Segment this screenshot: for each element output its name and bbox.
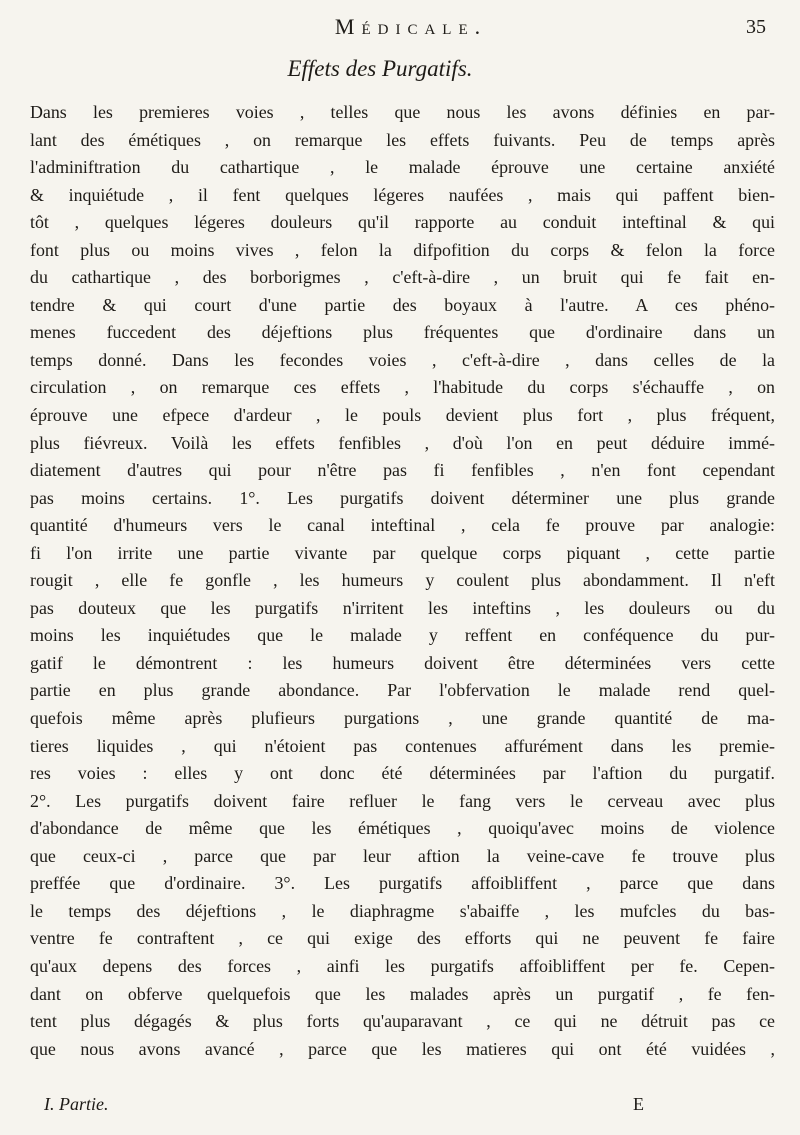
text-line: le temps des déjeftions , le diaphragme s'abaiffe , les mufcles du bas- (30, 900, 775, 921)
text-line: éprouve une efpece d'ardeur , le pouls devient plus fort , plus fréquent, (30, 405, 775, 426)
text-line: ventre fe contraftent , ce qui exige des efforts qui ne peuvent fe faire (30, 928, 775, 949)
text-line: res voies : elles y ont donc été déterminées par l'aftion du purgatif. (30, 763, 775, 784)
text-line: quefois même après plufieurs purgations , une grande quantité de ma- (30, 708, 775, 729)
text-line: partie en plus grande abondance. Par l'obfervation le malade rend quel- (30, 680, 775, 701)
text-line: 2°. Les purgatifs doivent faire refluer le fang vers le cerveau avec plus (30, 790, 775, 811)
text-line: rougit , elle fe gonfle , les humeurs y coulent plus abondamment. Il n'eft (30, 570, 775, 591)
section-title: Effets des Purgatifs. (287, 56, 473, 81)
text-line: tieres liquides , qui n'étoient pas contenues affurément dans les premie- (30, 735, 775, 756)
text-line: & inquiétude , il fent quelques légeres naufées , mais qui paffent bien- (30, 184, 775, 205)
text-line: tôt , quelques légeres douleurs qu'il rapporte au conduit inteftinal & qui (30, 212, 775, 233)
text-line: fi l'on irrite une partie vivante par quelque corps piquant , cette partie (30, 542, 775, 563)
text-line: tendre & qui court d'une partie des boyaux à l'autre. A ces phéno- (30, 294, 775, 315)
text-line: lant des émétiques , on remarque les effets fuivants. Peu de temps après (30, 129, 775, 150)
text-line: qu'aux depens des forces , ainfi les purgatifs affoibliffent per fe. Cepen- (30, 955, 775, 976)
text-line: gatif le démontrent : les humeurs doivent être déterminées vers cette (30, 652, 775, 673)
text-line: diatement d'autres qui pour n'être pas fi fenfibles , n'en font cependant (30, 460, 775, 481)
page-number: 35 (746, 16, 766, 38)
text-line: plus fiévreux. Voilà les effets fenfibles , d'où l'on en peut déduire immé- (30, 432, 775, 453)
text-line: pas moins certains. 1°. Les purgatifs doivent déterminer une plus grande (30, 487, 775, 508)
text-line: preffée que d'ordinaire. 3°. Les purgatifs affoibliffent , parce que dans (30, 873, 775, 894)
text-line: Dans les premieres voies , telles que nous les avons définies en par- (30, 102, 775, 122)
text-line: dant on obferve quelquefois que les malades après un purgatif , fe fen- (30, 983, 775, 1004)
running-title: Médicale. (334, 14, 488, 39)
text-line: tent plus dégagés & plus forts qu'auparavant , ce qui ne détruit pas ce (30, 1011, 775, 1032)
text-line: l'adminiftration du cathartique , le malade éprouve une certaine anxiété (30, 157, 775, 178)
page-footer (44, 1094, 760, 1124)
text-line: que nous avons avancé , parce que les matieres qui ont été vuidées , (30, 1038, 775, 1059)
text-line: temps donné. Dans les fecondes voies , c'eft-à-dire , dans celles de la (30, 349, 775, 370)
text-line: font plus ou moins vives , felon la difpofition du corps & felon la force (30, 239, 775, 260)
text-line: d'abondance de même que les émétiques , quoiqu'avec moins de violence (30, 818, 775, 839)
text-line: que ceux-ci , parce que par leur aftion la veine-cave fe trouve plus (30, 845, 775, 866)
text-line: moins les inquiétudes que le malade y reffent en conféquence du pur- (30, 625, 775, 646)
text-line: du cathartique , des borborigmes , c'eft-à-dire , un bruit qui fe fait en- (30, 267, 775, 288)
text-line: quantité d'humeurs vers le canal inteftinal , cela fe prouve par analogie: (30, 515, 775, 536)
text-line: menes fuccedent des déjeftions plus fréquentes que d'ordinaire dans un (30, 322, 775, 343)
text-line: pas douteux que les purgatifs n'irritent les inteftins , les douleurs ou du (30, 597, 775, 618)
body-paragraph (30, 99, 775, 1063)
signature-mark: E (633, 1094, 644, 1114)
text-line: circulation , on remarque ces effets , l'habitude du corps s'échauffe , on (30, 377, 775, 398)
part-label: I. Partie. (44, 1094, 109, 1114)
running-head (0, 14, 800, 44)
